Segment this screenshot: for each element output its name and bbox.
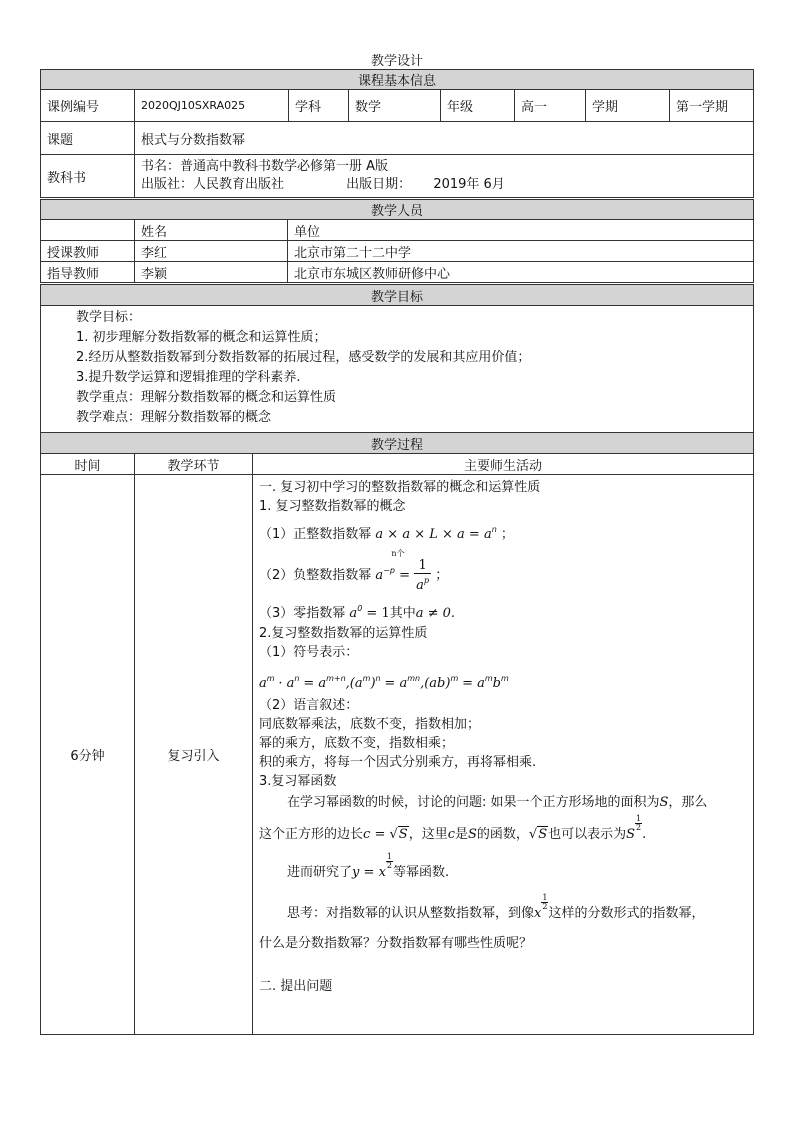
unit-header: 单位 (288, 220, 754, 241)
staff-table (40, 199, 754, 283)
section1-sub1: 1. 复习整数指数幂的概念 (259, 499, 406, 514)
pub-date-value: 2019年 6月 (433, 177, 505, 192)
goals-content (41, 306, 754, 433)
fraction-exponent: $\frac{1}{2}$ (386, 852, 392, 870)
power-function-line-1: 在学习幂函数的时候，讨论的问题: 如果一个正方形场地的面积为S，那么 (287, 795, 708, 810)
goal-item: 3.提升数学运算和逻辑推理的学科素养. (76, 370, 301, 385)
goals-table (40, 284, 754, 433)
grade-value: 高一 (515, 90, 586, 122)
section1-sub3: 3.复习幂函数 (259, 774, 337, 789)
pub-date-label: 出版日期： (346, 177, 412, 192)
basic-info-table (40, 69, 754, 198)
sqrt-expression: √S (528, 827, 548, 842)
stage-header: 教学环节 (135, 454, 253, 475)
fraction: $\frac{1}{a^p}$ (416, 557, 430, 593)
section-goals: 教学目标 (41, 285, 754, 306)
power-function-line-2: 这个正方形的边长c = √S，这里c是S的函数，√S也可以表示为S $\frac{1}{2}$ . (259, 814, 647, 842)
time-header: 时间 (41, 454, 135, 475)
topic-label: 课题 (41, 122, 135, 155)
symbol-label: （1）符号表示： (259, 645, 359, 660)
zero-exponent-line: （3）零指数幂 $a^0 = 1$其中a ≠ 0. (259, 604, 456, 621)
section-process: 教学过程 (41, 433, 754, 454)
goal-item: 1. 初步理解分数指数幂的概念和运算性质； (76, 330, 327, 345)
think-line-2: 什么是分数指数幂？分数指数幂有哪些性质呢？ (259, 936, 533, 951)
activity-header: 主要师生活动 (253, 454, 754, 475)
goals-heading: 教学目标： (76, 310, 142, 325)
textbook-label: 教科书 (41, 155, 135, 198)
language-rule: 同底数幂乘法，底数不变，指数相加； (259, 717, 481, 732)
positive-exponent-line: （1）正整数指数幂 a × a × L × a n个 = $a^n$ ； (259, 516, 747, 548)
subject-label: 学科 (289, 90, 349, 122)
process-table (40, 432, 754, 1035)
fraction-exponent: $\frac{1}{2}$ (636, 814, 642, 832)
power-function-line-3: 进而研究了y = x $\frac{1}{2}$ 等幂函数. (287, 852, 450, 880)
staff-role: 授课教师 (41, 241, 135, 262)
staff-name: 李红 (135, 241, 288, 262)
name-header: 姓名 (135, 220, 288, 241)
staff-unit: 北京市东城区教师研修中心 (288, 262, 754, 283)
textbook-publisher-line (141, 176, 747, 194)
exponent-rules-formula: $a^m \cdot a^n = a^{m+n},(a^m)^n = a^{mn},(ab)^m = a^mb^m$ (259, 674, 509, 691)
fraction-exponent: $\frac{1}{2}$ (542, 893, 548, 911)
topic-value: 根式与分数指数幂 (135, 122, 754, 155)
grade-label: 年级 (441, 90, 515, 122)
staff-unit: 北京市第二十二中学 (288, 241, 754, 262)
brace-label: n个 (391, 549, 405, 558)
staff-name: 李颖 (135, 262, 288, 283)
stage-cell: 复习引入 (135, 475, 253, 1035)
term-value: 第一学期 (670, 90, 754, 122)
language-rule: 积的乘方，将每一个因式分别乘方，再将幂相乘. (259, 755, 537, 770)
case-no-label: 课例编号 (41, 90, 135, 122)
section-basic-info: 课程基本信息 (41, 70, 754, 90)
staff-row (41, 241, 754, 262)
negative-exponent-line: （2）负整数指数幂 $a^{-p}$ = $\frac{1}{a^p}$ ； (259, 557, 449, 593)
textbook-name: 书名：普通高中教科书数学必修第一册 A版 (141, 159, 389, 174)
goal-item: 2.经历从整数指数幂到分数指数幂的拓展过程，感受数学的发展和其应用价值； (76, 350, 531, 365)
language-rule: 幂的乘方，底数不变，指数相乘； (259, 736, 455, 751)
activity-cell (253, 475, 754, 1035)
section1-title: 一. 复习初中学习的整数指数幂的概念和运算性质 (259, 480, 541, 495)
document-title: 教学设计 (370, 54, 423, 69)
staff-role: 指导教师 (41, 262, 135, 283)
case-no-value: 2020QJ10SXRA025 (135, 90, 289, 122)
staff-row (41, 262, 754, 283)
time-cell: 6分钟 (41, 475, 135, 1035)
think-line-1: 思考：对指数幂的认识从整数指数幂，到像x $\frac{1}{2}$ 这样的分数形式的指数幂， (287, 893, 705, 921)
sqrt-expression: √S (389, 827, 408, 842)
term-label: 学期 (586, 90, 670, 122)
key-point: 教学重点：理解分数指数幂的概念和运算性质 (76, 390, 337, 405)
textbook-publisher: 出版社：人民教育出版社 (141, 177, 285, 192)
section2-title: 二. 提出问题 (259, 979, 333, 994)
section-staff: 教学人员 (41, 200, 754, 220)
textbook-info (135, 155, 754, 198)
difficulty-point: 教学难点：理解分数指数幂的概念 (76, 410, 272, 425)
language-label: （2）语言叙述： (259, 698, 359, 713)
subject-value: 数学 (349, 90, 441, 122)
section1-sub2: 2.复习整数指数幂的运算性质 (259, 626, 428, 641)
